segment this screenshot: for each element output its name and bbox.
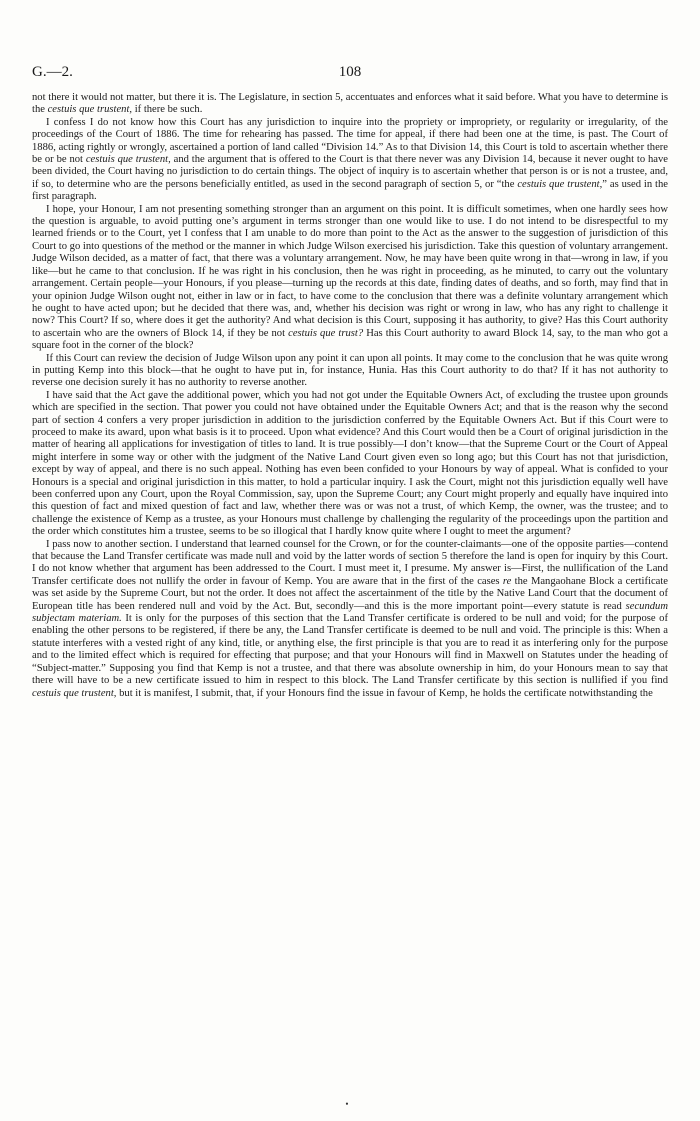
text-segment: I confess I do not know how this Court has any jurisdiction to inquire into the propriety or impropriety, or regularity or irregularity, of the proceedings of the Court of 1886. The time for rehearing has passed. The time for appeal, if there had been one at the time, is past. The Court of 1886, acting rightly or wrongly, ascertained a portion of land called “Division 14.” As to that Division 14, this Court is told to ascertain whether there be or be not [32, 116, 668, 166]
italic-text: re [502, 575, 512, 587]
body-text [32, 92, 668, 700]
text-segment: but it is manifest, I submit, that, if your Honours find the issue in favour of Kemp, he holds the certificate notwithstanding the [116, 687, 653, 699]
paragraph [32, 539, 668, 700]
italic-text: secundum subjectam materiam. [32, 600, 668, 625]
text-segment: Has this Court authority to award Block 14, say, to the man who got a square foot in the corner of the block? [32, 327, 668, 352]
text-segment: I have said that the Act gave the additional power, which you had not got under the Equitable Owners Act, of excluding the trustee upon grounds which are specified in the section. That power you could not have obtained under the Equitable Owners Act; and that is the reason why the second part of section 4 confers a very proper jurisdiction in addition to the jurisdiction conferred by the Equitable Owners Act. But if this Court were to proceed to make its award, upon what basis is it to proceed. Upon what evidence? And this Court would then be a Court of original jurisdiction in the matter of hearing all applications for investigation of titles to land. It is true possibly—I don’t know—that the Supreme Court or the Court of Appeal might interfere in some way or other with the judgment of the Native Land Court given even so long ago; but this Court has not that jurisdiction, except by way of appeal, and there is no such appeal. Nothing has even been confided to your Honours by way of appeal. What is confided to your Honours is a special and original jurisdiction in this matter, to hold a particular inquiry. I ask the Court, might not this jurisdiction equally well have been conferred upon any Court, upon the Royal Commission, say, upon the Supreme Court; any Court might properly and equally have inquired into this question of fact and mixed question of fact and law, whether there was or was not a trust, of which Kemp, the owner, was the trustee; and to challenge the existence of Kemp as a trustee, as your Honours must challenge by challenging the regularity of the proceedings upon the partition and the order which constitutes him a trustee, seems to be so illogical that I hardly know quite where I ought to meet the argument? [32, 389, 668, 538]
italic-text: cestuis que trustent, [517, 178, 603, 190]
text-segment: and the argument that is offered to the Court is that there never was any Division 14, because it never ought to have been divided, the Court having no jurisdiction to do certain things. The object of inquiry is to ascertain whether that person is or is not a trustee, and, if so, to determine who are the persons beneficially entitled, as used in the second paragraph of section 5, or “the [32, 154, 668, 190]
text-segment: ” as used in the first paragraph. [32, 178, 668, 203]
paragraph [32, 92, 668, 117]
paragraph [32, 117, 668, 204]
document-reference: G.—2. [32, 64, 73, 80]
page-number: 108 [338, 64, 362, 80]
paragraph [32, 204, 668, 353]
paragraph [32, 353, 668, 390]
italic-text: cestuis que trustent, [47, 104, 133, 116]
italic-text: cestuis que trustent, [32, 687, 117, 699]
text-segment: the Mangaohane Block a certificate was set aside by the Supreme Court, but not the order. It does not affect the ascertainment of the title by the Native Land Court that the document of European title has been rendered null and void by the Act. But, secondly—and this is the more important point—every statute is read [32, 575, 669, 612]
text-segment: not there it would not matter, but there it is. The Legislature, in section 5, accentuates and enforces what it said before. What you have to determine is the [32, 92, 668, 116]
text-segment: I pass now to another section. I understand that learned counsel for the Crown, or for the counter-claimants—one of the opposite parties—contend that because the Land Transfer certificate was made null and void by the latter words of section 5 therefore the land is open for inquiry by this Court. I do not know whether that argument has been addressed to the Court. I must meet it, I presume. My answer is—First, the nullification of the Land Transfer certificate does not nullify the order in favour of Kemp. You are aware that in the first of the cases [32, 538, 668, 587]
text-segment: if there be such. [132, 104, 203, 116]
text-segment: I hope, your Honour, I am not presenting something stronger than an argument on this point. It is difficult sometimes, when one hardly sees how the question is arguable, to avoid putting one’s argument in terms stronger than one would like to use. I do not intend to be disrespectful to my learned friends or to the Court, yet I confess that I am unable to do more than point to the Act as the answer to the suggestion of jurisdiction of this Court to go into questions of the method or the manner in which Judge Wilson exercised his jurisdiction. Take this question of voluntary arrangement. Judge Wilson decided, as a matter of fact, that there was a voluntary arrangement. Now, he may have been quite wrong in that—wrong in law, if you like—but he came to that conclusion. If he was right in his conclusion, then he was right in proceeding, as he minuted, to carry out the voluntary arrangement. Certain people—your Honours, if you please—turning up the records at this date, finding dates of deaths, and so forth, may find that in your opinion Judge Wilson ought not, either in law or in fact, to have come to the conclusion that there was a definite voluntary arrangement which he ought to have acted upon; but he decided that there was, and, whether his decision was right or wrong in law, who has any right to challenge it now? This Court? If so, where does it get the authority? And what decision is this Court, supposing it has authority, to give? Has this Court authority to ascertain who are the owners of Block 14, if they be not [32, 203, 669, 339]
text-segment: If this Court can review the decision of Judge Wilson upon any point it can upon all points. It may come to the conclusion that he was quite wrong in putting Kemp into this block—that he ought to have put in, for instance, Hunia. Has this Court authority to do that? If it has not authority to reverse one decision surely it has no authority to reverse another. [32, 352, 668, 389]
page-header [32, 64, 668, 84]
text-segment: It is only for the purposes of this section that the Land Transfer certificate is ordered to be null and void; for the purpose of enabling the other persons to be registered, if there be any, the Land Transfer certificate is deemed to be null and void. The principle is this: When a statute interferes with a vested right of any kind, title, or anything else, the first principle is that you are to read it as interfering only for the purpose and to the limited effect which is required for effecting that purpose; and that your Honours will find in Maxwell on Statutes under the heading of “Subject-matter.” Supposing you find that Kemp is not a trustee, and that there was absolute ownership in him, do your Honours mean to say that there will have to be a new certificate issued to him in respect to this block. The Land Transfer certificate by this section is nullified if you find [32, 613, 668, 687]
italic-text: cestuis que trustent, [85, 154, 171, 166]
paragraph [32, 390, 668, 539]
italic-text: cestuis que trust? [288, 327, 364, 339]
footer-mark: • [345, 1099, 349, 1109]
